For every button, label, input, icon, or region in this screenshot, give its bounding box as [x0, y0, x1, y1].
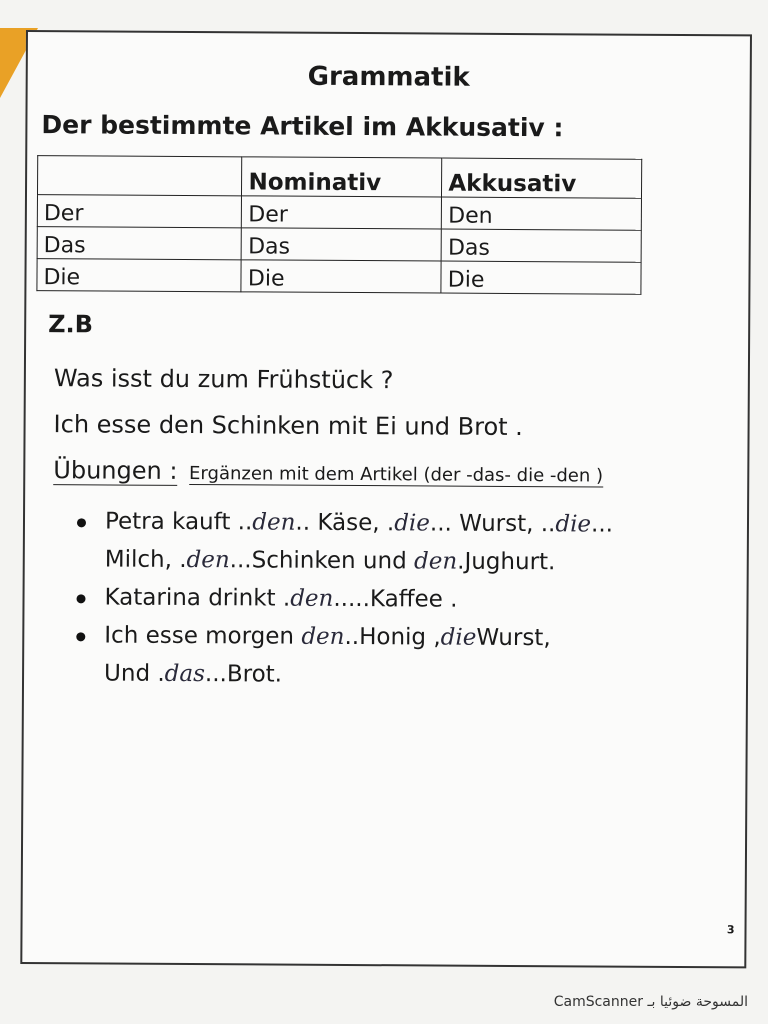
- exercise-text: ...Brot.: [204, 661, 283, 688]
- table-cell: Der: [242, 196, 442, 229]
- table-cell: Das: [441, 229, 641, 262]
- example-question: Was isst du zum Frühstück ?: [53, 364, 394, 395]
- table-cell: Der: [37, 195, 242, 228]
- handwritten-answer: das: [164, 660, 206, 688]
- exercise-heading: [53, 456, 603, 487]
- exercise-text: ...Schinken und: [229, 547, 415, 575]
- exercise-text: .....Kaffee .: [333, 585, 458, 613]
- list-item: [76, 616, 696, 696]
- scanner-watermark: CamScanner المسوحة ضوئيا بـ: [553, 994, 748, 1010]
- handwritten-answer: den: [252, 509, 296, 536]
- table-row: [37, 195, 641, 231]
- exercise-text: ... Wurst, ..: [429, 510, 556, 538]
- table-cell: Den: [442, 197, 642, 230]
- exercise-text: .Jughurt.: [457, 548, 556, 576]
- handwritten-answer: den: [290, 585, 334, 612]
- exercise-text: .. Käse, .: [295, 509, 395, 537]
- table-cell: Das: [37, 227, 242, 260]
- table-cell: Die: [241, 260, 441, 293]
- handwritten-answer: die: [440, 624, 477, 651]
- exercise-text: ..Honig ,: [344, 623, 441, 651]
- exercise-instruction: Ergänzen mit dem Artikel (der -das- die -den ): [189, 463, 604, 487]
- exercise-list: [76, 502, 697, 696]
- table-cell: Die: [37, 259, 242, 292]
- example-label: Z.B: [48, 310, 94, 339]
- exercise-text: Ich esse morgen: [104, 622, 302, 650]
- handwritten-answer: die: [555, 511, 592, 538]
- list-item: [76, 578, 696, 620]
- handwritten-answer: die: [394, 510, 431, 537]
- exercise-label: Übungen :: [53, 456, 178, 485]
- page-title: Grammatik: [307, 61, 470, 93]
- handwritten-answer: den: [413, 548, 458, 575]
- table-header-row: [37, 156, 641, 199]
- table-row: [37, 259, 641, 295]
- exercise-text: Milch, .: [104, 546, 187, 573]
- article-table: [36, 155, 642, 295]
- exercise-text: Petra kauft ..: [104, 508, 253, 536]
- worksheet-page: [20, 30, 752, 968]
- exercise-text: Wurst,: [476, 624, 551, 652]
- list-item: [77, 502, 697, 582]
- exercise-text: Katarina drinkt .: [104, 584, 291, 612]
- table-cell: Das: [242, 228, 442, 261]
- exercise-text: ...: [591, 511, 614, 538]
- page-subtitle: Der bestimmte Artikel im Akkusativ :: [41, 110, 564, 143]
- handwritten-answer: den: [301, 623, 345, 650]
- example-answer: Ich esse den Schinken mit Ei und Brot .: [53, 410, 523, 442]
- exercise-text: Und .: [103, 660, 165, 687]
- handwritten-answer: den: [186, 546, 230, 574]
- page-number: 3: [726, 923, 735, 937]
- table-header-cell: [37, 156, 242, 196]
- table-header-cell: Nominativ: [242, 157, 442, 197]
- table-cell: Die: [441, 261, 641, 294]
- table-row: [37, 227, 641, 263]
- table-header-cell: Akkusativ: [442, 158, 642, 198]
